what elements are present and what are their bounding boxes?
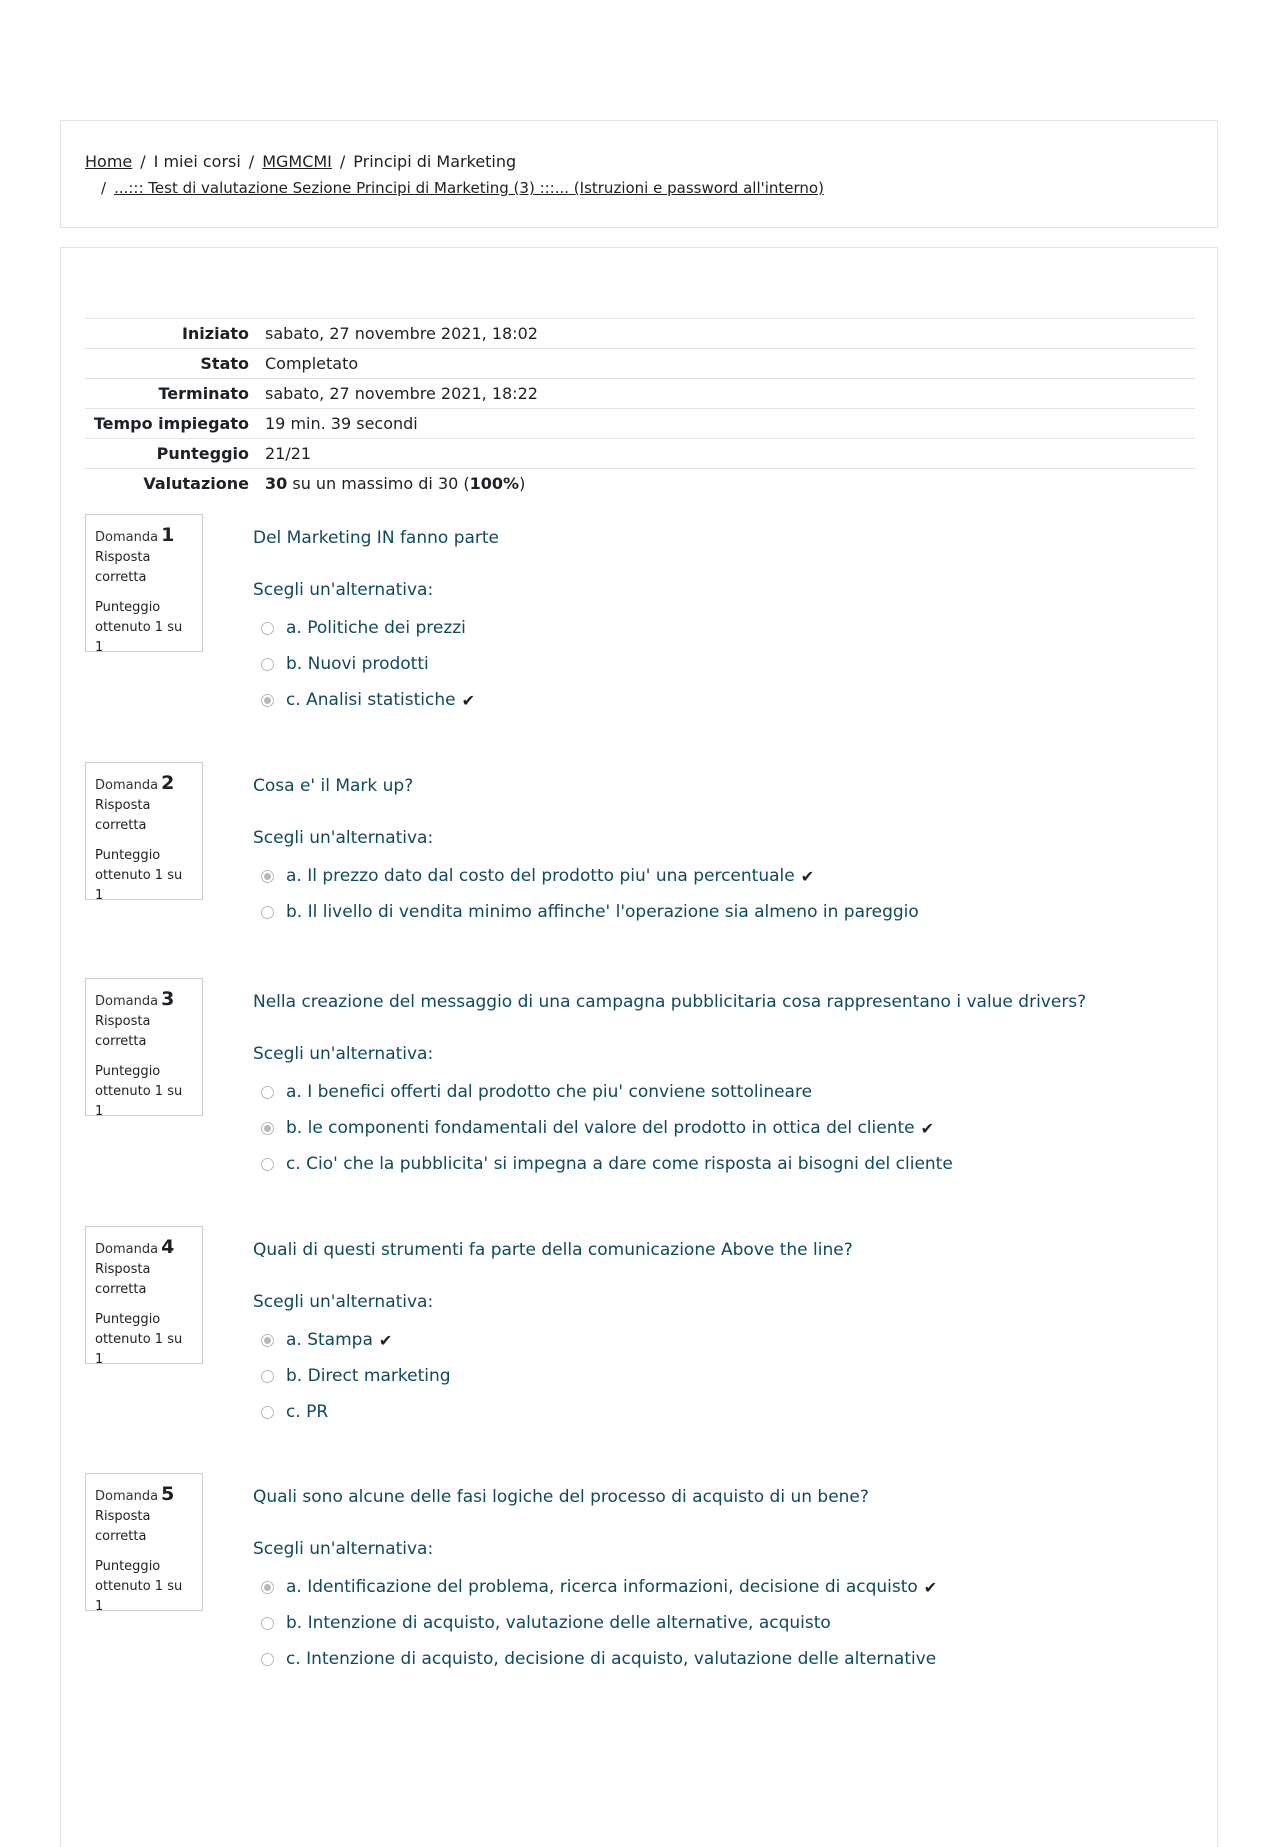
breadcrumb-home-link[interactable]: Home: [85, 152, 133, 171]
summary-row: [85, 379, 1195, 409]
grade-percent: 100%: [469, 474, 520, 494]
answer-prompt: Scegli un'alternativa:: [253, 828, 434, 848]
answer-text: a. Identificazione del problema, ricerca informazioni, decisione di acquisto: [286, 1577, 918, 1597]
question-info-box: [85, 1473, 203, 1614]
breadcrumb-separator: /: [248, 152, 255, 171]
check-icon: ✔: [461, 690, 475, 710]
breadcrumb-my-courses: I miei corsi: [153, 152, 241, 171]
answer-option[interactable]: [261, 682, 475, 718]
radio-icon[interactable]: [261, 1406, 274, 1419]
radio-icon[interactable]: [261, 870, 274, 883]
breadcrumb-card: [60, 120, 1218, 228]
answer-text: a. Stampa: [286, 1330, 373, 1350]
summary-value: 21/21: [265, 444, 312, 463]
summary-row: [85, 409, 1195, 439]
question-grade: Punteggio ottenuto 1 su 1: [95, 600, 183, 655]
answer-text: b. le componenti fondamentali del valore del prodotto in ottica del cliente: [286, 1118, 915, 1138]
answer-text: c. Cio' che la pubblicita' si impegna a dare come risposta ai bisogni del cliente: [286, 1154, 953, 1174]
answer-text: b. Intenzione di acquisto, valutazione delle alternative, acquisto: [286, 1613, 831, 1633]
summary-value: sabato, 27 novembre 2021, 18:22: [265, 384, 538, 403]
quiz-review-card: [60, 247, 1218, 1847]
summary-label: Tempo impiegato: [93, 414, 249, 433]
answer-option[interactable]: [261, 1146, 953, 1182]
question-text: Del Marketing IN fanno parte: [253, 528, 500, 548]
attempt-summary-table: [85, 318, 1195, 499]
summary-value: sabato, 27 novembre 2021, 18:02: [265, 324, 538, 343]
answer-list: [261, 610, 475, 718]
answer-option[interactable]: [261, 858, 919, 894]
answer-prompt: Scegli un'alternativa:: [253, 1539, 434, 1559]
question-text: Nella creazione del messaggio di una campagna pubblicitaria cosa rappresentano i value drivers?: [253, 992, 1087, 1012]
radio-icon[interactable]: [261, 694, 274, 707]
answer-text: a. I benefici offerti dal prodotto che piu' conviene sottolineare: [286, 1082, 813, 1102]
answer-text: b. Nuovi prodotti: [286, 654, 429, 674]
grade-score: 30: [265, 474, 288, 494]
answer-option[interactable]: [261, 1074, 953, 1110]
radio-icon[interactable]: [261, 658, 274, 671]
breadcrumb-section: Principi di Marketing: [353, 152, 517, 171]
question-label: Domanda: [95, 530, 159, 545]
breadcrumb-course-link[interactable]: MGMCMI: [262, 152, 332, 171]
grade-middle: su un massimo di 30 (: [287, 474, 470, 494]
answer-option[interactable]: [261, 1569, 937, 1605]
check-icon: ✔: [920, 1118, 935, 1138]
breadcrumb-quiz-link[interactable]: ...::: Test di valutazione Sezione Principi di Marketing (3) :::... (Istruzioni e password all'interno): [114, 179, 824, 197]
radio-icon[interactable]: [261, 1158, 274, 1171]
grade-end: ): [519, 474, 526, 494]
question-info-box: [85, 1226, 203, 1367]
breadcrumb: [85, 149, 824, 201]
question-info-box: [85, 514, 203, 655]
check-icon: ✔: [800, 866, 815, 886]
check-icon: ✔: [923, 1577, 938, 1597]
summary-grade-value: [259, 469, 1195, 499]
summary-label: Valutazione: [143, 474, 249, 494]
answer-option[interactable]: [261, 1394, 451, 1430]
radio-icon[interactable]: [261, 1653, 274, 1666]
answer-option[interactable]: [261, 1605, 937, 1641]
summary-value: 19 min. 39 secondi: [265, 414, 418, 433]
question-grade: Punteggio ottenuto 1 su 1: [95, 1064, 183, 1119]
summary-label: Punteggio: [156, 444, 249, 463]
question-text: Cosa e' il Mark up?: [253, 776, 414, 796]
question-label: Domanda: [95, 994, 159, 1009]
summary-row: [85, 349, 1195, 379]
answer-option[interactable]: [261, 894, 919, 930]
answer-text: c. Analisi statistiche: [286, 690, 456, 710]
question-grade: Punteggio ottenuto 1 su 1: [95, 1559, 183, 1614]
answer-prompt: Scegli un'alternativa:: [253, 1292, 434, 1312]
question-state: Risposta corretta: [95, 1014, 151, 1049]
answer-text: a. Il prezzo dato dal costo del prodotto piu' una percentuale: [286, 866, 795, 886]
radio-icon[interactable]: [261, 1370, 274, 1383]
question-label: Domanda: [95, 1242, 159, 1257]
answer-text: c. Intenzione di acquisto, decisione di acquisto, valutazione delle alternative: [286, 1649, 937, 1669]
question-state: Risposta corretta: [95, 550, 151, 585]
answer-prompt: Scegli un'alternativa:: [253, 580, 434, 600]
summary-label: Iniziato: [181, 324, 249, 343]
breadcrumb-separator: /: [101, 179, 107, 197]
answer-list: [261, 1569, 937, 1677]
answer-option[interactable]: [261, 1641, 937, 1677]
answer-text: a. Politiche dei prezzi: [286, 618, 466, 638]
answer-option[interactable]: [261, 646, 475, 682]
radio-icon[interactable]: [261, 1581, 274, 1594]
question-number: 2: [161, 772, 175, 794]
question-state: Risposta corretta: [95, 1509, 151, 1544]
answer-list: [261, 1322, 451, 1430]
question-number: 4: [161, 1236, 175, 1258]
check-icon: ✔: [378, 1330, 393, 1350]
breadcrumb-separator: /: [339, 152, 346, 171]
question-number: 5: [161, 1483, 175, 1505]
answer-text: b. Direct marketing: [286, 1366, 451, 1386]
summary-row-grade: [85, 469, 1195, 499]
radio-icon[interactable]: [261, 1334, 274, 1347]
answer-list: [261, 1074, 953, 1182]
question-info-box: [85, 978, 203, 1119]
radio-icon[interactable]: [261, 1617, 274, 1630]
question-text: Quali di questi strumenti fa parte della comunicazione Above the line?: [253, 1240, 853, 1260]
answer-option[interactable]: [261, 610, 475, 646]
radio-icon[interactable]: [261, 622, 274, 635]
question-state: Risposta corretta: [95, 1262, 151, 1297]
breadcrumb-separator: /: [140, 152, 146, 171]
answer-option[interactable]: [261, 1322, 451, 1358]
answer-text: c. PR: [286, 1402, 329, 1422]
answer-option[interactable]: [261, 1110, 953, 1146]
answer-option[interactable]: [261, 1358, 451, 1394]
radio-icon[interactable]: [261, 1122, 274, 1135]
question-number: 1: [161, 524, 175, 546]
question-grade: Punteggio ottenuto 1 su 1: [95, 848, 183, 903]
answer-prompt: Scegli un'alternativa:: [253, 1044, 434, 1064]
answer-list: [261, 858, 919, 930]
summary-row: [85, 319, 1195, 349]
summary-label: Stato: [200, 354, 249, 373]
question-label: Domanda: [95, 778, 159, 793]
question-text: Quali sono alcune delle fasi logiche del processo di acquisto di un bene?: [253, 1487, 869, 1507]
summary-value: Completato: [265, 354, 359, 373]
question-number: 3: [161, 988, 175, 1010]
radio-icon[interactable]: [261, 906, 274, 919]
question-state: Risposta corretta: [95, 798, 151, 833]
question-info-box: [85, 762, 203, 903]
summary-row: [85, 439, 1195, 469]
question-grade: Punteggio ottenuto 1 su 1: [95, 1312, 183, 1367]
summary-label: Terminato: [158, 384, 249, 403]
question-label: Domanda: [95, 1489, 159, 1504]
answer-text: b. Il livello di vendita minimo affinche' l'operazione sia almeno in pareggio: [286, 902, 919, 922]
radio-icon[interactable]: [261, 1086, 274, 1099]
